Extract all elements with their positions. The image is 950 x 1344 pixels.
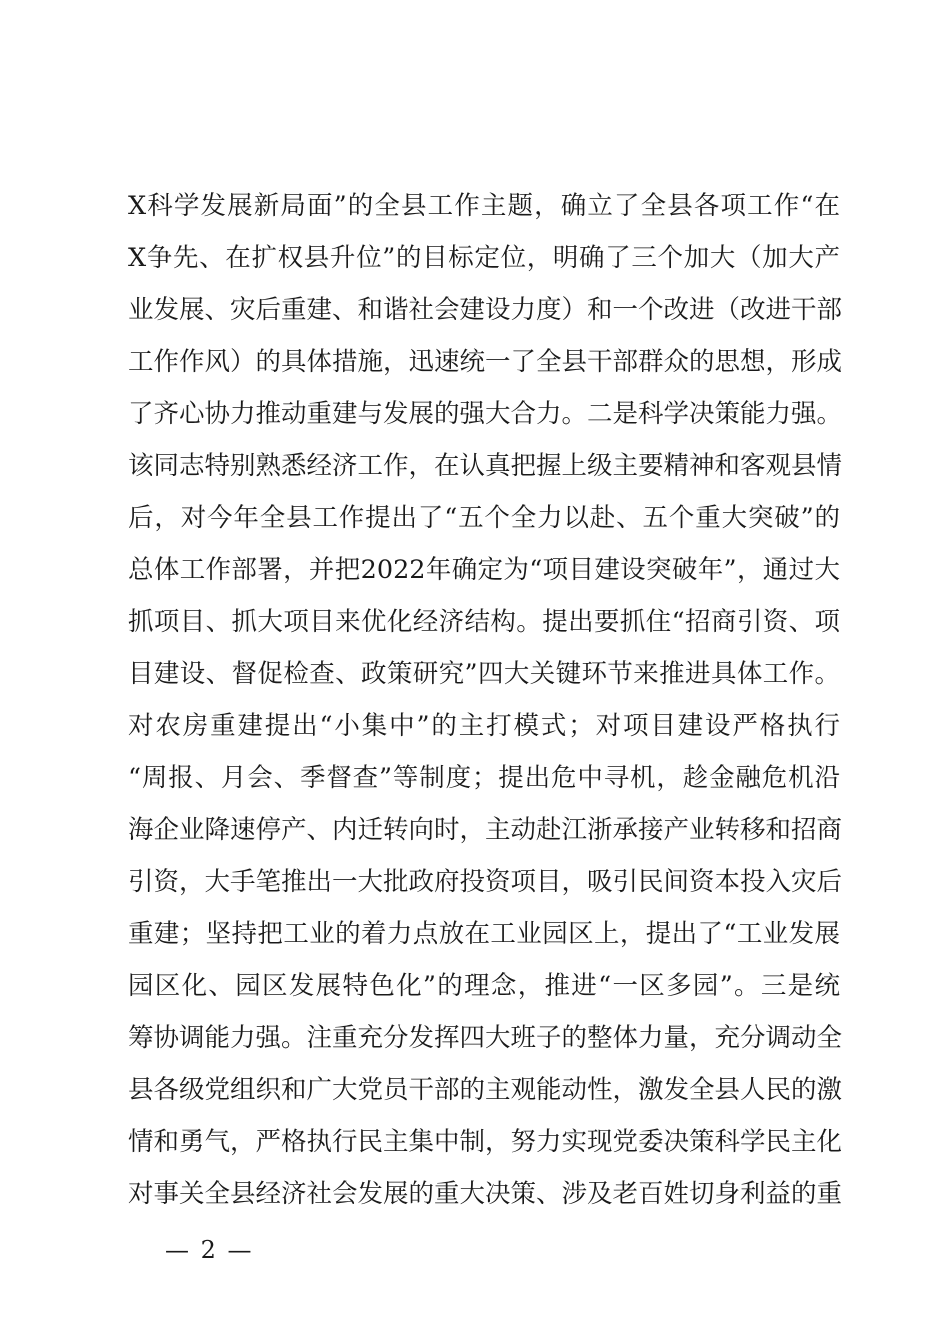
text-line: 了齐心协力推动重建与发展的强大合力。二是科学决策能力强。	[128, 399, 843, 429]
text-line: 园区化、园区发展特色化”的理念，推进“一区多园”。三是统	[128, 971, 840, 1001]
text-line: 业发展、灾后重建、和谐社会建设力度）和一个改进（改进干部	[128, 295, 843, 325]
text-line: 海企业降速停产、内迁转向时，主动赴江浙承接产业转移和招商	[128, 815, 843, 845]
text-line: 目建设、督促检查、政策研究”四大关键环节来推进具体工作。	[128, 659, 840, 689]
text-line: 情和勇气，严格执行民主集中制，努力实现党委决策科学民主化	[128, 1127, 843, 1157]
text-line: X科学发展新局面”的全县工作主题，确立了全县各项工作“在	[128, 191, 840, 221]
text-line: X争先、在扩权县升位”的目标定位，明确了三个加大（加大产	[128, 243, 840, 273]
text-line: “周报、月会、季督查”等制度；提出危中寻机，趁金融危机沿	[128, 763, 840, 793]
text-line: 县各级党组织和广大党员干部的主观能动性，激发全县人民的激	[128, 1075, 843, 1105]
text-line: 总体工作部署，并把2022年确定为“项目建设突破年”，通过大	[128, 555, 840, 585]
text-line: 抓项目、抓大项目来优化经济结构。提出要抓住“招商引资、项	[128, 607, 840, 637]
text-line: 对农房重建提出“小集中”的主打模式；对项目建设严格执行	[128, 711, 840, 741]
text-line: 工作作风）的具体措施，迅速统一了全县干部群众的思想，形成	[128, 347, 843, 377]
page-number: — 2 —	[165, 1236, 254, 1264]
text-line: 筹协调能力强。注重充分发挥四大班子的整体力量，充分调动全	[128, 1023, 843, 1053]
text-line: 对事关全县经济社会发展的重大决策、涉及老百姓切身利益的重	[128, 1179, 843, 1209]
text-line: 后，对今年全县工作提出了“五个全力以赴、五个重大突破”的	[128, 503, 840, 533]
text-line: 重建；坚持把工业的着力点放在工业园区上，提出了“工业发展	[128, 919, 840, 949]
text-line: 该同志特别熟悉经济工作，在认真把握上级主要精神和客观县情	[128, 451, 843, 481]
text-line: 引资，大手笔推出一大批政府投资项目，吸引民间资本投入灾后	[128, 867, 843, 897]
